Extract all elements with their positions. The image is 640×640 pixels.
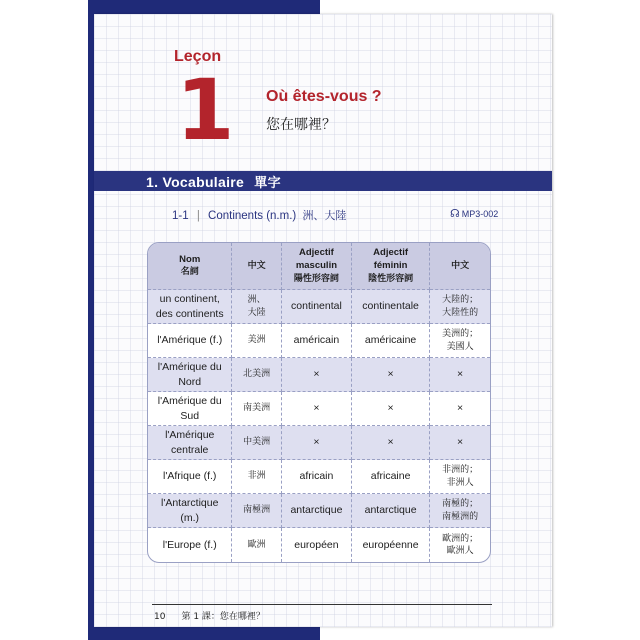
table-cell-line: africain: [299, 470, 334, 483]
book-cover-bottom-edge: [88, 627, 320, 640]
table-cell-line: l'Europe (f.): [162, 538, 217, 551]
table-cell: [282, 494, 352, 528]
table-cell: [352, 324, 430, 358]
table-cell-line: l'Amérique (f.): [157, 334, 223, 347]
audio-track-link[interactable]: [450, 207, 498, 220]
footer-chapter: 第 1 課：您在哪裡？: [181, 612, 265, 622]
table-cell: [148, 358, 232, 392]
table-cell: [148, 290, 232, 324]
table-cell-line: 南極洲的: [442, 511, 479, 522]
section-title-zh: 單字: [254, 176, 281, 191]
table-cell: [352, 392, 430, 426]
lesson-title-chinese: 您在哪裡？: [266, 117, 336, 133]
page-footer: [154, 609, 265, 622]
table-cell: [232, 494, 281, 528]
subsection-number: 1-1: [172, 210, 189, 222]
subsection-separator: |: [196, 210, 200, 222]
table-cell-line: 非洲: [247, 471, 266, 482]
subsection-heading: [172, 207, 346, 223]
column-header-line: masculin: [295, 259, 338, 271]
column-header: [282, 243, 352, 290]
lesson-label: Leçon: [174, 48, 222, 65]
table-cell-line: continentale: [362, 300, 419, 313]
table-row: [148, 324, 490, 358]
audio-track-label: MP3-002: [461, 209, 499, 219]
table-cell: [352, 426, 430, 460]
table-header-row: [148, 243, 490, 290]
table-cell-line: 美洲: [247, 335, 266, 346]
column-header-line: féminin: [373, 259, 408, 271]
section-header-bar: [94, 171, 552, 191]
table-cell-line: l'Antarctique: [161, 497, 219, 510]
table-cell: [148, 392, 232, 426]
table-row: [148, 426, 490, 460]
table-cell-line: antarctique: [290, 504, 343, 517]
table-cell-line: 歐洲人: [446, 546, 474, 556]
table-cell-line: (m.): [180, 511, 200, 524]
table-cell: [430, 358, 490, 392]
book-cover-top-edge: [88, 0, 320, 14]
table-cell-line: européenne: [362, 538, 419, 551]
table-cell: [430, 494, 490, 528]
column-header-line: 中文: [451, 260, 470, 271]
table-cell-line: Nord: [178, 375, 202, 388]
table-cell: [148, 426, 232, 460]
table-row: [148, 528, 490, 562]
textbook-page: [94, 14, 552, 627]
column-header-line: Nom: [179, 253, 201, 265]
table-row: [148, 460, 490, 494]
table-cell-line: américain: [293, 334, 340, 347]
table-cell: [232, 324, 281, 358]
table-cell: [232, 460, 281, 494]
table-cell-line: 大陸性的: [442, 307, 479, 318]
table-cell-line: européen: [294, 538, 339, 551]
lesson-title-french: Où êtes-vous ?: [266, 88, 382, 105]
column-header: [352, 243, 430, 290]
table-cell: [232, 290, 281, 324]
table-cell: [430, 392, 490, 426]
table-cell-line: américaine: [364, 334, 417, 347]
table-cell: [148, 494, 232, 528]
column-header-line: 名詞: [180, 267, 199, 278]
table-cell: [352, 290, 430, 324]
table-row: [148, 392, 490, 426]
table-cell-line: antarctique: [364, 504, 417, 517]
table-cell-line: ×: [313, 436, 320, 449]
table-cell: [232, 358, 281, 392]
table-cell-line: 南極的；: [442, 499, 479, 510]
table-cell: [430, 460, 490, 494]
table-body: [148, 290, 490, 562]
headphones-icon: ☊: [450, 208, 460, 220]
table-cell-line: des continents: [155, 307, 224, 320]
table-cell-line: 美國人: [446, 341, 474, 352]
column-header-line: Adjectif: [299, 247, 334, 259]
vocabulary-table: [147, 242, 491, 563]
table-cell-line: continental: [291, 300, 342, 313]
table-cell-line: ×: [313, 402, 320, 415]
table-cell: [282, 324, 352, 358]
section-title-fr: 1. Vocabulaire: [146, 174, 245, 190]
table-cell-line: 南美洲: [243, 403, 271, 414]
table-cell: [282, 392, 352, 426]
column-header-line: 中文: [247, 260, 266, 271]
column-header-line: Adjectif: [373, 247, 409, 259]
table-cell: [282, 460, 352, 494]
table-cell-line: 美洲的；: [442, 329, 479, 340]
column-header: [232, 243, 281, 290]
table-cell-line: centrale: [171, 443, 209, 456]
subsection-label-zh: 洲、大陸: [302, 209, 347, 222]
table-row: [148, 290, 490, 324]
table-cell: [352, 358, 430, 392]
table-cell-line: l'Amérique: [165, 429, 215, 442]
table-cell-line: l'Amérique du: [157, 361, 222, 374]
table-cell: [352, 460, 430, 494]
column-header: [430, 243, 490, 290]
section-title: [146, 172, 281, 191]
table-cell-line: ×: [313, 368, 320, 381]
table-cell: [282, 358, 352, 392]
lesson-number: 1: [176, 61, 235, 159]
table-cell: [282, 290, 352, 324]
table-cell-line: 歐洲的；: [442, 533, 479, 544]
table-cell: [282, 426, 352, 460]
table-cell-line: ×: [387, 436, 394, 449]
table-cell: [430, 528, 490, 562]
column-header-line: 陽性形容詞: [293, 273, 339, 284]
table-cell-line: 大陸的；: [442, 295, 479, 306]
table-cell-line: ×: [387, 368, 394, 381]
table-cell: [430, 290, 490, 324]
table-cell-line: 北美洲: [243, 369, 271, 380]
table-cell-line: l'Amérique du: [157, 395, 222, 408]
table-cell-line: un continent,: [159, 293, 220, 306]
table-cell-line: 洲、: [247, 295, 266, 306]
table-cell-line: Sud: [180, 409, 200, 422]
table-cell: [352, 528, 430, 562]
table-cell: [430, 426, 490, 460]
table-cell: [148, 324, 232, 358]
table-cell-line: 歐洲: [247, 539, 266, 550]
table-cell-line: 中美洲: [243, 437, 271, 448]
table-cell: [430, 324, 490, 358]
table-header: [148, 243, 490, 290]
table-cell-line: 非洲的；: [442, 465, 479, 476]
column-header-line: 陰性形容詞: [368, 273, 414, 284]
footer-rule: [152, 604, 492, 605]
table-cell-line: l'Afrique (f.): [163, 470, 217, 483]
table-row: [148, 358, 490, 392]
table-cell-line: 非洲人: [446, 477, 474, 488]
table-cell-line: ×: [457, 368, 464, 381]
table-cell: [232, 392, 281, 426]
table-cell-line: ×: [387, 402, 394, 415]
subsection-label: Continents (n.m.): [208, 210, 297, 222]
table-cell-line: ×: [457, 436, 464, 449]
table-cell: [282, 528, 352, 562]
column-header: [148, 243, 232, 290]
table-cell: [232, 426, 281, 460]
table-cell: [148, 528, 232, 562]
table-cell-line: 南極洲: [243, 505, 271, 516]
page-number: 10: [154, 612, 166, 622]
table-cell-line: ×: [457, 402, 464, 415]
table-cell: [232, 528, 281, 562]
table-row: [148, 494, 490, 528]
table-cell-line: 大陸: [247, 307, 266, 318]
table-cell: [352, 494, 430, 528]
table-cell: [148, 460, 232, 494]
table-cell-line: africaine: [370, 470, 411, 483]
